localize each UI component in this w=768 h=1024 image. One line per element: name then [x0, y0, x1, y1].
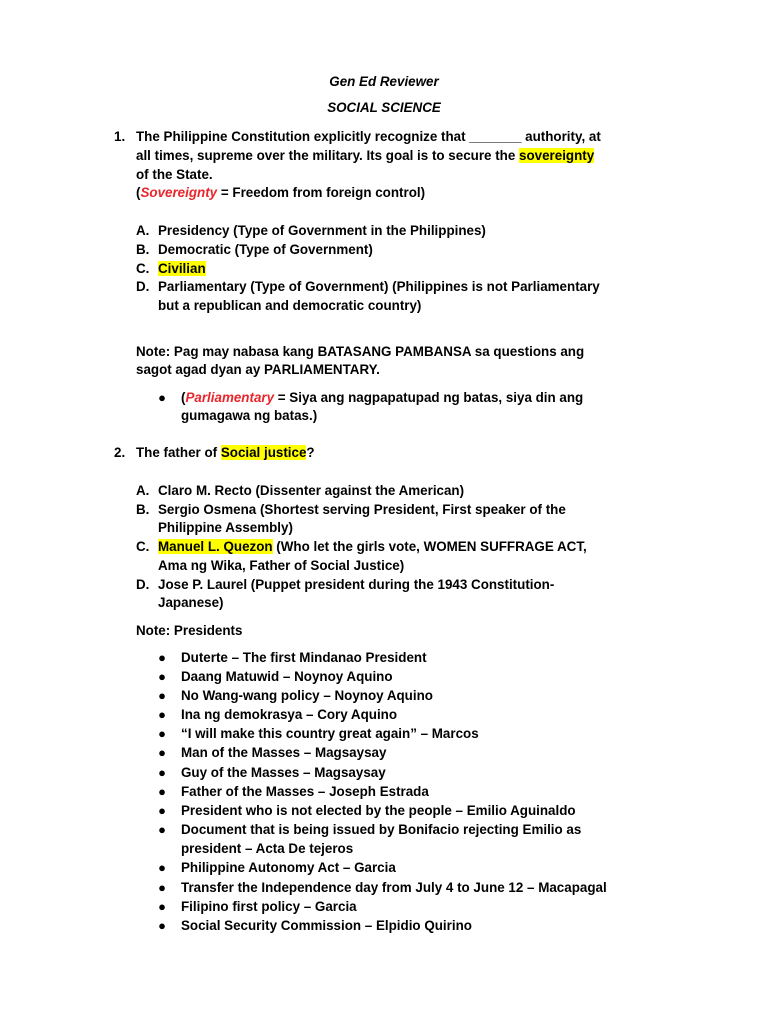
- q1-highlight-sovereignty: sovereignty: [519, 148, 595, 163]
- list-item: Ina ng demokrasya – Cory Aquino: [181, 707, 398, 722]
- q2-highlight-social-justice: Social justice: [220, 445, 307, 460]
- q2-choice-c-rest: (Who let the girls vote, WOMEN SUFFRAGE ACT,: [272, 539, 587, 554]
- q1-bullet-rest: = Siya ang nagpapatupad ng batas, siya din ang: [274, 390, 584, 405]
- q1-choice-a-letter: A.: [136, 223, 150, 238]
- bullet-icon: ●: [158, 860, 166, 875]
- q2-text-pre: The father of: [136, 445, 218, 460]
- q2-number: 2.: [114, 445, 126, 460]
- q1-def-paren: (: [136, 185, 141, 200]
- list-item-cont: president – Acta De tejeros: [181, 841, 354, 856]
- q1-answer-civilian: Civilian: [158, 261, 206, 276]
- bullet-icon: ●: [158, 688, 166, 703]
- q1-text-line1: The Philippine Constitution explicitly recognize that _______ authority, at: [136, 129, 601, 144]
- doc-title: Gen Ed Reviewer: [329, 74, 439, 89]
- list-item: President who is not elected by the people – Emilio Aguinaldo: [181, 803, 576, 818]
- q1-choice-a: Presidency (Type of Government in the Philippines): [158, 223, 486, 238]
- bullet-icon: ●: [158, 880, 166, 895]
- q2-choice-a: Claro M. Recto (Dissenter against the American): [158, 483, 465, 498]
- bullet-icon: ●: [158, 745, 166, 760]
- q2-text-post: ?: [306, 445, 315, 460]
- q2-choice-b-cont: Philippine Assembly): [158, 520, 293, 535]
- q2-text: [136, 444, 315, 462]
- q1-bullet-term: Parliamentary: [185, 390, 275, 405]
- q1-choice-b: Democratic (Type of Government): [158, 242, 373, 257]
- q1-choice-c: [158, 260, 206, 278]
- bullet-icon: ●: [158, 726, 166, 741]
- q1-choice-b-letter: B.: [136, 242, 150, 257]
- list-item: Man of the Masses – Magsaysay: [181, 745, 387, 760]
- q1-text-line3: of the State.: [136, 167, 213, 182]
- q2-choice-b-letter: B.: [136, 502, 150, 517]
- q1-choice-d-letter: D.: [136, 279, 150, 294]
- q1-choice-d: Parliamentary (Type of Government) (Philippines is not Parliamentary: [158, 279, 600, 294]
- q1-choice-d-cont: but a republican and democratic country): [158, 298, 422, 313]
- q2-choice-b: Sergio Osmena (Shortest serving President, First speaker of the: [158, 502, 566, 517]
- q1-bullet-paren: (: [181, 390, 186, 405]
- q1-text-line2: [136, 147, 594, 165]
- list-item: Daang Matuwid – Noynoy Aquino: [181, 669, 393, 684]
- bullet-icon: ●: [158, 784, 166, 799]
- q2-choice-c: [158, 538, 587, 556]
- q1-note-line2: sagot agad dyan ay PARLIAMENTARY.: [136, 362, 380, 377]
- list-item: Guy of the Masses – Magsaysay: [181, 765, 386, 780]
- q2-choice-c-letter: C.: [136, 539, 150, 554]
- doc-subject: SOCIAL SCIENCE: [327, 100, 441, 115]
- bullet-icon: ●: [158, 822, 166, 837]
- list-item: “I will make this country great again” – Marcos: [181, 726, 479, 741]
- q1-bullet-line2: gumagawa ng batas.): [181, 408, 318, 423]
- q2-choice-c-cont: Ama ng Wika, Father of Social Justice): [158, 558, 405, 573]
- list-item: No Wang-wang policy – Noynoy Aquino: [181, 688, 433, 703]
- list-item: Document that is being issued by Bonifacio rejecting Emilio as: [181, 822, 582, 837]
- list-item: Transfer the Independence day from July 4 to June 12 – Macapagal: [181, 880, 607, 895]
- q2-choice-d-letter: D.: [136, 577, 150, 592]
- bullet-icon: ●: [158, 650, 166, 665]
- bullet-icon: ●: [158, 707, 166, 722]
- list-item: Philippine Autonomy Act – Garcia: [181, 860, 396, 875]
- list-item: Filipino first policy – Garcia: [181, 899, 357, 914]
- q1-number: 1.: [114, 129, 126, 144]
- q1-bullet-line1: [181, 389, 583, 407]
- q1-def-term: Sovereignty: [140, 185, 218, 200]
- bullet-icon: ●: [158, 803, 166, 818]
- q1-text-line2-a: all times, supreme over the military. Its goal is to secure the: [136, 148, 516, 163]
- q2-choice-d-cont: Japanese): [158, 595, 224, 610]
- bullet-icon: ●: [158, 918, 166, 933]
- q2-note: Note: Presidents: [136, 623, 243, 638]
- bullet-icon: ●: [158, 765, 166, 780]
- q2-choice-d: Jose P. Laurel (Puppet president during the 1943 Constitution-: [158, 577, 555, 592]
- q1-choice-c-letter: C.: [136, 261, 150, 276]
- q2-answer-quezon: Manuel L. Quezon: [158, 539, 273, 554]
- q2-choice-a-letter: A.: [136, 483, 150, 498]
- list-item: Social Security Commission – Elpidio Quirino: [181, 918, 472, 933]
- bullet-icon: ●: [158, 669, 166, 684]
- list-item: Duterte – The first Mindanao President: [181, 650, 427, 665]
- bullet-icon: ●: [158, 899, 166, 914]
- q1-note-line1: Note: Pag may nabasa kang BATASANG PAMBANSA sa questions ang: [136, 344, 585, 359]
- q1-def-rest: = Freedom from foreign control): [217, 185, 426, 200]
- list-item: Father of the Masses – Joseph Estrada: [181, 784, 429, 799]
- q1-definition: [136, 184, 425, 202]
- bullet-icon: ●: [158, 390, 166, 405]
